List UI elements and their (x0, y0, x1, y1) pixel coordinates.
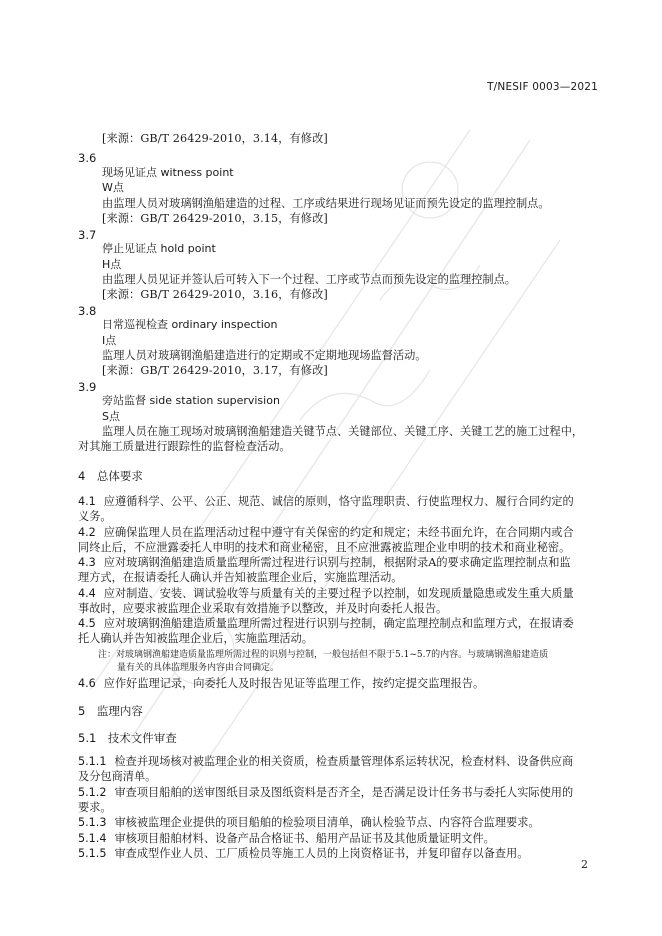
term-3-7-source: [来源：GB/T 26429-2010，3.16，有修改] (102, 288, 328, 301)
item-5-1-5-number: 5.1.5 (78, 847, 107, 860)
item-5-1-5-text: 审查成型作业人员、工厂质检员等施工人员的上岗资格证书，并复印留存以备查用。 (114, 847, 529, 860)
item-5-1-2-line2: 要求。 (78, 801, 112, 814)
term-3-7-name: 停止见证点 hold point (102, 242, 216, 255)
term-3-8-number: 3.8 (78, 304, 97, 318)
term-3-9-definition-line2: 对其施工质量进行跟踪性的监督检查活动。 (78, 440, 291, 453)
item-5-1-4 (78, 832, 495, 846)
term-3-6-number: 3.6 (78, 151, 97, 165)
term-3-7-definition: 由监理人员见证并签认后可转入下一个过程、工序或节点而预先设定的监理控制点。 (102, 273, 516, 286)
item-4-3-text: 应对玻璃钢渔船建造质量监理所需过程进行识别与控制，根据附录A的要求确定监理控制点和监 (103, 556, 571, 569)
item-4-5-line1 (78, 617, 574, 631)
item-4-2-text: 应确保监理人员在监理活动过程中遵守有关保密的约定和规定；未经书面允许，在合同期内或合 (103, 526, 574, 539)
term-3-9-number: 3.9 (78, 380, 97, 394)
term-3-8-abbr: I点 (102, 334, 117, 347)
item-5-1-1-line1 (78, 755, 573, 769)
note-line1: 注：对玻璃钢渔船建造质量监理所需过程的识别与控制，一般包括但不限于5.1~5.7的内容。与玻璃钢渔船建造质 (98, 650, 549, 660)
doc-code: T/NESIF 0003—2021 (487, 81, 598, 93)
item-5-1-1-line2: 及分包商清单。 (78, 770, 157, 783)
item-4-1-line1 (78, 495, 574, 509)
item-5-1-3-number: 5.1.3 (78, 816, 107, 829)
term-3-9-name: 旁站监督 side station supervision (102, 394, 280, 407)
section-4-heading: 4 总体要求 (78, 469, 143, 483)
term-3-8-name: 日常巡视检查 ordinary inspection (102, 318, 278, 331)
item-4-6-text: 应作好监理记录，向委托人及时报告见证等监理工作，按约定提交监理报告。 (103, 677, 485, 690)
item-4-4-line1 (78, 587, 574, 601)
item-4-3-line1 (78, 556, 571, 570)
section-5-1-heading: 5.1 技术文件审查 (78, 731, 177, 745)
item-5-1-4-number: 5.1.4 (78, 832, 107, 845)
item-4-2-line2: 同终止后，不应泄露委托人申明的技术和商业秘密，且不应泄露被监理企业申明的技术和商业秘密。 (78, 541, 571, 554)
item-4-6 (78, 677, 484, 691)
term-3-6-source: [来源：GB/T 26429-2010，3.15，有修改] (102, 212, 328, 225)
term-3-9-definition-line1: 监理人员在施工现场对玻璃钢渔船建造关键节点、关键部位、关键工序、关键工艺的施工过程中， (102, 425, 584, 438)
item-4-1-line2: 义务。 (78, 510, 112, 523)
item-4-4-text: 应对制造、安装、调试验收等与质量有关的主要过程予以控制，如发现质量隐患或发生重大质量 (103, 587, 574, 600)
item-4-1-number: 4.1 (78, 495, 96, 508)
item-4-5-text: 应对玻璃钢渔船建造质量监理所需过程进行识别与控制，确定监理控制点和监理方式，在报请委 (103, 617, 574, 630)
term-3-7-abbr: H点 (102, 258, 122, 271)
item-5-1-4-text: 审核项目船舶材料、设备产品合格证书、船用产品证书及其他质量证明文件。 (114, 832, 495, 845)
term-3-8-source: [来源：GB/T 26429-2010，3.17，有修改] (102, 364, 328, 377)
term-3-6-definition: 由监理人员对玻璃钢渔船建造的过程、工序或结果进行现场见证而预先设定的监理控制点。 (102, 197, 550, 210)
item-5-1-3-text: 审核被监理企业提供的项目船舶的检验项目清单，确认检验节点、内容符合监理要求。 (114, 816, 540, 829)
item-5-1-2-text: 审查项目船舶的送审图纸目录及图纸资料是否齐全，是否满足设计任务书与委托人实际使用的 (114, 786, 574, 799)
item-4-2-number: 4.2 (78, 526, 96, 539)
note-line2: 量有关的具体监理服务内容由合同确定。 (117, 663, 280, 673)
item-4-5-number: 4.5 (78, 617, 96, 630)
term-3-8-definition: 监理人员对玻璃钢渔船建造进行的定期或不定期地现场监督活动。 (102, 349, 427, 362)
item-4-3-number: 4.3 (78, 556, 96, 569)
item-5-1-1-number: 5.1.1 (78, 755, 107, 768)
item-4-4-line2: 事故时，应要求被监理企业采取有效措施予以整改，并及时向委托人报告。 (78, 602, 448, 615)
item-4-1-text: 应遵循科学、公平、公正、规范、诚信的原则，恪守监理职责、行使监理权力、履行合同约定的 (103, 495, 574, 508)
item-4-4-number: 4.4 (78, 587, 96, 600)
item-5-1-2-line1 (78, 786, 573, 800)
item-4-3-line2: 理方式，在报请委托人确认并告知被监理企业后，实施监理活动。 (78, 571, 403, 584)
item-4-2-line1 (78, 526, 574, 540)
item-5-1-2-number: 5.1.2 (78, 786, 107, 799)
item-5-1-5 (78, 847, 528, 861)
page-number: 2 (581, 858, 588, 871)
item-5-1-1-text: 检查并现场核对被监理企业的相关资质，检查质量管理体系运转状况，检查材料、设备供应商 (114, 755, 574, 768)
item-5-1-3 (78, 816, 540, 830)
term-3-6-name: 现场见证点 witness point (102, 166, 234, 179)
section-5-heading: 5 监理内容 (78, 704, 143, 718)
item-4-6-number: 4.6 (78, 677, 96, 690)
term-3-5-source: [来源：GB/T 26429-2010，3.14，有修改] (102, 132, 328, 145)
term-3-6-abbr: W点 (102, 181, 124, 194)
item-4-5-line2: 托人确认并告知被监理企业后，实施监理活动。 (78, 632, 313, 645)
term-3-7-number: 3.7 (78, 228, 97, 242)
term-3-9-abbr: S点 (102, 410, 120, 423)
